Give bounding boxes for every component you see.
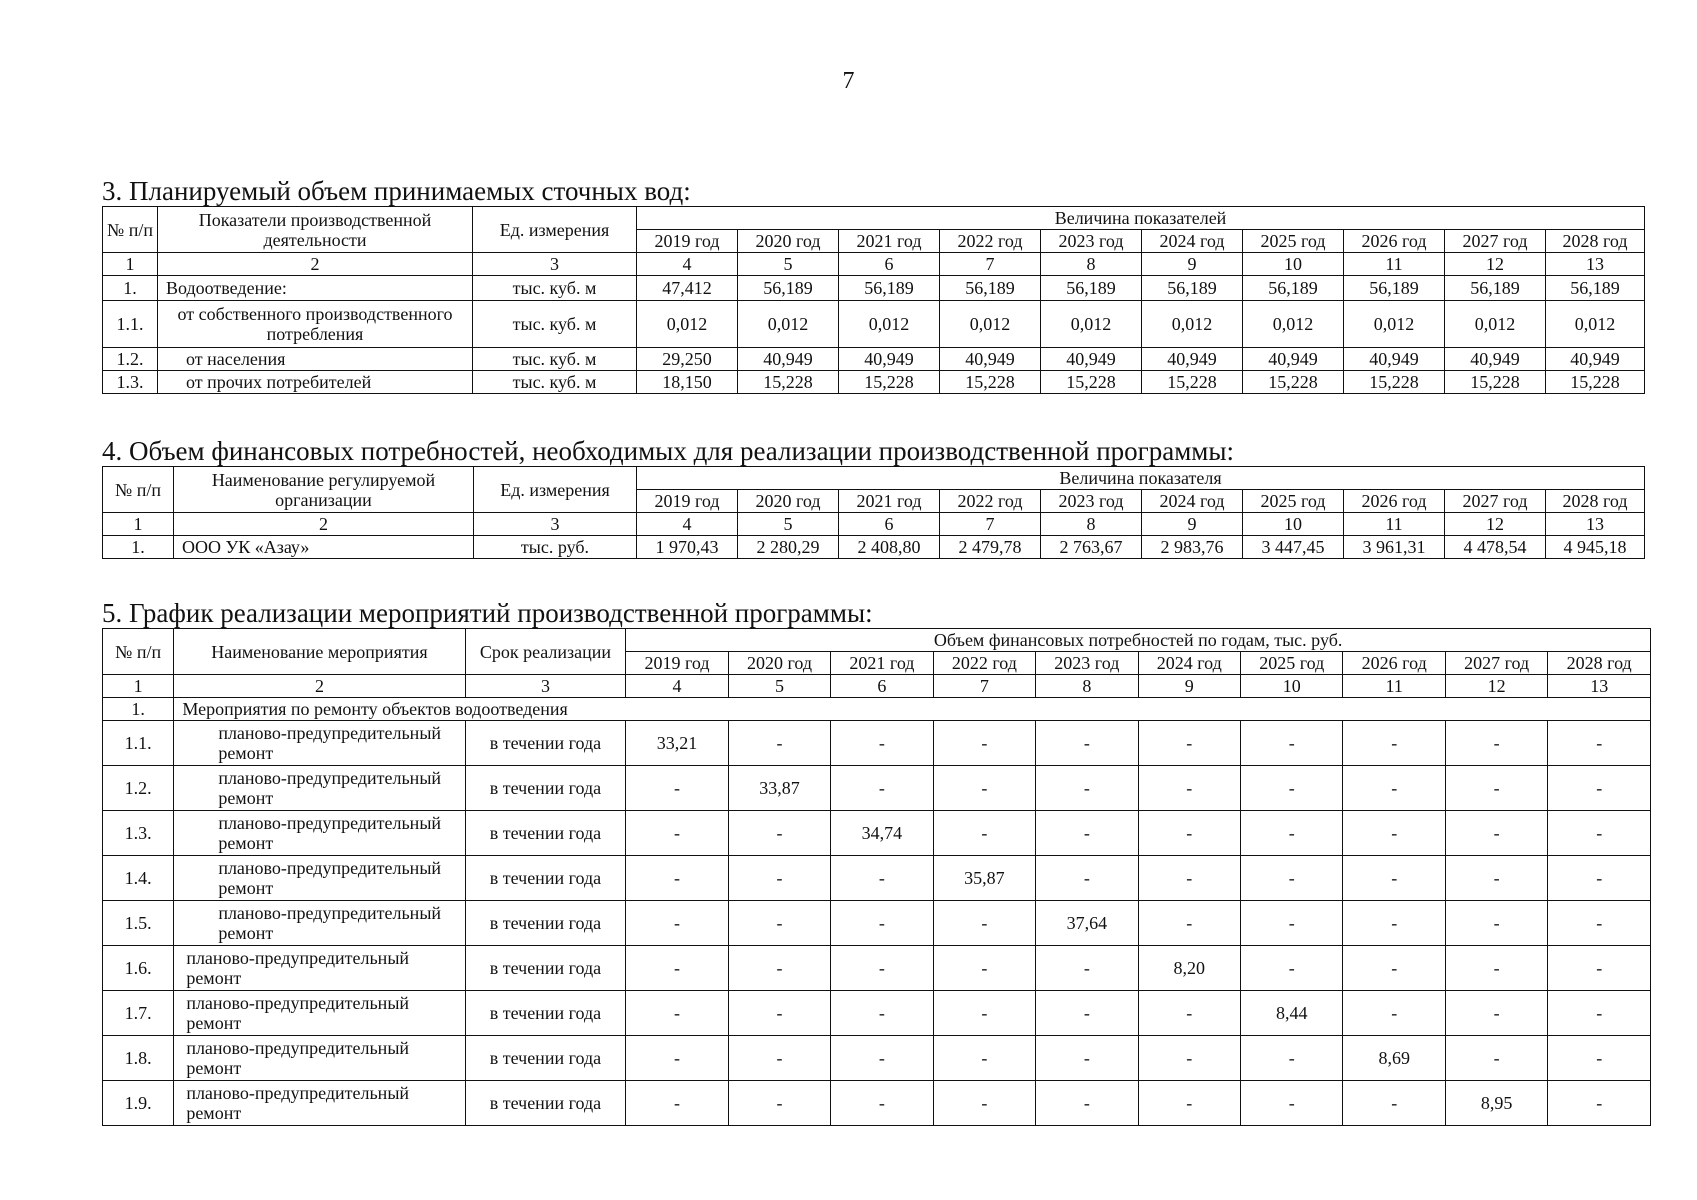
- row-value: 40,949: [940, 348, 1041, 371]
- col-number: 7: [933, 675, 1035, 698]
- row-value: 0,012: [940, 301, 1041, 348]
- row-value: 15,228: [1041, 371, 1142, 394]
- year-header: 2025 год: [1241, 652, 1343, 675]
- row-value: -: [1241, 721, 1343, 766]
- row-value: 8,69: [1343, 1036, 1445, 1081]
- row-value: 15,228: [1344, 371, 1445, 394]
- row-value: -: [1036, 856, 1138, 901]
- table-row: [103, 1036, 1651, 1081]
- col-number: 11: [1343, 675, 1445, 698]
- row-value: 40,949: [1142, 348, 1243, 371]
- row-value: -: [1445, 811, 1547, 856]
- row-value: -: [831, 901, 933, 946]
- table-row: [103, 721, 1651, 766]
- row-value: 33,21: [626, 721, 728, 766]
- row-value: 8,95: [1445, 1081, 1547, 1126]
- row-value: -: [626, 946, 728, 991]
- year-header: 2021 год: [831, 652, 933, 675]
- row-value: -: [626, 811, 728, 856]
- year-header: 2025 год: [1243, 490, 1344, 513]
- col-number: 8: [1036, 675, 1138, 698]
- row-value: -: [1343, 1081, 1445, 1126]
- header-group: Величина показателя: [637, 467, 1645, 490]
- col-number: 1: [103, 675, 174, 698]
- row-term: в течении года: [465, 766, 626, 811]
- header-group: Величина показателей: [637, 207, 1645, 230]
- row-value: -: [728, 811, 830, 856]
- row-value: -: [1036, 1081, 1138, 1126]
- row-value: -: [1343, 811, 1445, 856]
- row-value: -: [1343, 991, 1445, 1036]
- col-number: 2: [174, 513, 474, 536]
- row-value: -: [626, 766, 728, 811]
- row-value: 15,228: [940, 371, 1041, 394]
- row-value: 0,012: [1142, 301, 1243, 348]
- row-value: -: [933, 901, 1035, 946]
- group-row: [103, 698, 1651, 721]
- column-numbers-row: [103, 513, 1645, 536]
- row-unit: тыс. куб. м: [473, 348, 637, 371]
- row-value: 0,012: [1445, 301, 1546, 348]
- row-value: 56,189: [1243, 276, 1344, 301]
- row-term: в течении года: [465, 1036, 626, 1081]
- year-header: 2027 год: [1445, 652, 1547, 675]
- table-row: [103, 348, 1645, 371]
- row-name: планово-предупредительный ремонт: [174, 991, 465, 1036]
- col-number: 13: [1546, 513, 1645, 536]
- row-value: -: [933, 766, 1035, 811]
- row-num: 1.9.: [103, 1081, 174, 1126]
- row-term: в течении года: [465, 901, 626, 946]
- table-row: [103, 766, 1651, 811]
- row-value: -: [1241, 811, 1343, 856]
- row-value: -: [1241, 946, 1343, 991]
- row-value: 0,012: [839, 301, 940, 348]
- row-term: в течении года: [465, 991, 626, 1036]
- row-value: -: [1241, 766, 1343, 811]
- row-name: планово-предупредительный ремонт: [174, 766, 465, 811]
- row-value: -: [831, 721, 933, 766]
- row-value: 56,189: [839, 276, 940, 301]
- row-name: от прочих потребителей: [158, 371, 473, 394]
- col-number: 12: [1445, 253, 1546, 276]
- col-number: 7: [940, 513, 1041, 536]
- row-value: 4 945,18: [1546, 536, 1645, 559]
- row-value: -: [1138, 901, 1240, 946]
- row-value: -: [1445, 991, 1547, 1036]
- row-num: 1.2.: [103, 766, 174, 811]
- year-header: 2024 год: [1142, 230, 1243, 253]
- row-value: -: [1138, 766, 1240, 811]
- row-value: 40,949: [1041, 348, 1142, 371]
- row-term: в течении года: [465, 721, 626, 766]
- row-name: Водоотведение:: [158, 276, 473, 301]
- year-header: 2027 год: [1445, 230, 1546, 253]
- row-value: 40,949: [1445, 348, 1546, 371]
- header-indicator: Показатели производственной деятельности: [158, 207, 473, 253]
- table-row: [103, 991, 1651, 1036]
- header-num: № п/п: [103, 467, 174, 513]
- table-row: [103, 276, 1645, 301]
- year-header: 2028 год: [1546, 230, 1645, 253]
- header-term: Срок реализации: [465, 629, 626, 675]
- row-value: 34,74: [831, 811, 933, 856]
- row-value: -: [1548, 1036, 1651, 1081]
- year-header: 2028 год: [1548, 652, 1651, 675]
- row-value: -: [1138, 856, 1240, 901]
- row-value: 0,012: [1041, 301, 1142, 348]
- year-header: 2021 год: [839, 230, 940, 253]
- col-number: 12: [1445, 675, 1547, 698]
- header-num: № п/п: [103, 629, 174, 675]
- year-header: 2023 год: [1041, 230, 1142, 253]
- row-value: -: [1548, 1081, 1651, 1126]
- header-unit: Ед. измерения: [474, 467, 637, 513]
- table-row: [103, 301, 1645, 348]
- col-number: 1: [103, 513, 174, 536]
- row-value: 2 763,67: [1041, 536, 1142, 559]
- row-value: -: [933, 991, 1035, 1036]
- col-number: 11: [1344, 253, 1445, 276]
- year-header: 2019 год: [626, 652, 728, 675]
- row-value: -: [1036, 811, 1138, 856]
- financial-needs-table: [102, 466, 1645, 559]
- row-value: 2 983,76: [1142, 536, 1243, 559]
- row-name: планово-предупредительный ремонт: [174, 721, 465, 766]
- header-num: № п/п: [103, 207, 158, 253]
- page-number: 7: [842, 68, 855, 94]
- row-value: 40,949: [1344, 348, 1445, 371]
- column-numbers-row: [103, 253, 1645, 276]
- row-value: 15,228: [738, 371, 839, 394]
- row-value: -: [933, 1081, 1035, 1126]
- row-value: -: [1548, 766, 1651, 811]
- col-number: 11: [1344, 513, 1445, 536]
- row-value: -: [728, 1081, 830, 1126]
- header-name: Наименование мероприятия: [174, 629, 465, 675]
- year-header: 2022 год: [940, 230, 1041, 253]
- row-value: -: [1445, 856, 1547, 901]
- year-header: 2024 год: [1138, 652, 1240, 675]
- row-num: 1.6.: [103, 946, 174, 991]
- row-value: -: [1343, 766, 1445, 811]
- row-value: 0,012: [1546, 301, 1645, 348]
- row-value: -: [933, 946, 1035, 991]
- row-value: -: [728, 856, 830, 901]
- year-header: 2027 год: [1445, 490, 1546, 513]
- col-number: 2: [158, 253, 473, 276]
- row-value: -: [831, 1081, 933, 1126]
- row-value: -: [1548, 856, 1651, 901]
- row-value: 40,949: [1546, 348, 1645, 371]
- row-value: -: [1036, 946, 1138, 991]
- row-value: -: [626, 1081, 728, 1126]
- table-row: [103, 1081, 1651, 1126]
- row-name: планово-предупредительный ремонт: [174, 901, 465, 946]
- row-value: -: [831, 1036, 933, 1081]
- row-term: в течении года: [465, 856, 626, 901]
- row-num: 1.: [103, 698, 174, 721]
- row-value: -: [1036, 991, 1138, 1036]
- year-header: 2020 год: [728, 652, 830, 675]
- row-value: 47,412: [637, 276, 738, 301]
- table-row: [103, 536, 1645, 559]
- row-value: 40,949: [738, 348, 839, 371]
- row-value: 56,189: [738, 276, 839, 301]
- year-header: 2020 год: [738, 490, 839, 513]
- col-number: 5: [738, 253, 839, 276]
- row-name: планово-предупредительный ремонт: [174, 946, 465, 991]
- col-number: 4: [637, 513, 738, 536]
- row-value: 56,189: [1041, 276, 1142, 301]
- row-num: 1.8.: [103, 1036, 174, 1081]
- row-value: 40,949: [839, 348, 940, 371]
- year-header: 2024 год: [1142, 490, 1243, 513]
- col-number: 4: [626, 675, 728, 698]
- row-value: -: [728, 991, 830, 1036]
- row-value: -: [1138, 811, 1240, 856]
- row-value: 0,012: [637, 301, 738, 348]
- row-value: -: [1138, 1081, 1240, 1126]
- schedule-table: [102, 628, 1651, 1126]
- section-title: 4. Объем финансовых потребностей, необходимых для реализации производственной программы:: [102, 436, 1235, 466]
- row-value: 3 447,45: [1243, 536, 1344, 559]
- year-header: 2026 год: [1344, 230, 1445, 253]
- section-title: 3. Планируемый объем принимаемых сточных вод:: [102, 176, 691, 206]
- col-number: 13: [1546, 253, 1645, 276]
- col-number: 9: [1142, 253, 1243, 276]
- row-name: планово-предупредительный ремонт: [174, 811, 465, 856]
- header-group: Объем финансовых потребностей по годам, тыс. руб.: [626, 629, 1651, 652]
- row-num: 1.1.: [103, 301, 158, 348]
- row-num: 1.: [103, 536, 174, 559]
- table-row: [103, 856, 1651, 901]
- row-value: -: [831, 946, 933, 991]
- year-header: 2020 год: [738, 230, 839, 253]
- row-unit: тыс. руб.: [474, 536, 637, 559]
- row-value: -: [1138, 721, 1240, 766]
- row-value: -: [933, 1036, 1035, 1081]
- row-value: 0,012: [1243, 301, 1344, 348]
- wastewater-volume-table: [102, 206, 1645, 394]
- col-number: 5: [738, 513, 839, 536]
- year-header: 2022 год: [940, 490, 1041, 513]
- row-num: 1.7.: [103, 991, 174, 1036]
- section-schedule: [102, 598, 1651, 1126]
- row-value: 35,87: [933, 856, 1035, 901]
- row-value: -: [1036, 766, 1138, 811]
- schedule-rows: [103, 721, 1651, 1126]
- row-value: -: [728, 946, 830, 991]
- row-num: 1.1.: [103, 721, 174, 766]
- col-number: 10: [1243, 253, 1344, 276]
- table-row: [103, 901, 1651, 946]
- row-value: 40,949: [1243, 348, 1344, 371]
- year-header: 2025 год: [1243, 230, 1344, 253]
- row-value: -: [728, 721, 830, 766]
- col-number: 3: [465, 675, 626, 698]
- row-value: -: [1138, 1036, 1240, 1081]
- row-value: -: [1343, 856, 1445, 901]
- row-num: 1.3.: [103, 371, 158, 394]
- row-value: -: [1445, 1036, 1547, 1081]
- row-value: 8,44: [1241, 991, 1343, 1036]
- row-value: 15,228: [839, 371, 940, 394]
- row-value: 1 970,43: [637, 536, 738, 559]
- row-name: планово-предупредительный ремонт: [174, 1081, 465, 1126]
- row-num: 1.4.: [103, 856, 174, 901]
- row-value: 0,012: [1344, 301, 1445, 348]
- row-unit: тыс. куб. м: [473, 276, 637, 301]
- row-name: планово-предупредительный ремонт: [174, 856, 465, 901]
- row-name: планово-предупредительный ремонт: [174, 1036, 465, 1081]
- header-org: Наименование регулируемой организации: [174, 467, 474, 513]
- year-header: 2019 год: [637, 230, 738, 253]
- row-value: 4 478,54: [1445, 536, 1546, 559]
- col-number: 10: [1241, 675, 1343, 698]
- row-value: -: [831, 766, 933, 811]
- row-value: 2 280,29: [738, 536, 839, 559]
- row-value: -: [1241, 901, 1343, 946]
- row-value: 18,150: [637, 371, 738, 394]
- col-number: 1: [103, 253, 158, 276]
- row-name: от населения: [158, 348, 473, 371]
- row-value: -: [1241, 1036, 1343, 1081]
- row-value: -: [933, 811, 1035, 856]
- row-value: -: [1548, 946, 1651, 991]
- year-header: 2026 год: [1343, 652, 1445, 675]
- row-value: -: [1036, 721, 1138, 766]
- row-value: 33,87: [728, 766, 830, 811]
- row-value: 2 479,78: [940, 536, 1041, 559]
- year-header: 2023 год: [1041, 490, 1142, 513]
- row-value: -: [1036, 1036, 1138, 1081]
- section-financial-needs: [102, 436, 1645, 559]
- row-value: -: [1343, 721, 1445, 766]
- row-value: -: [626, 856, 728, 901]
- year-header: 2026 год: [1344, 490, 1445, 513]
- col-number: 3: [473, 253, 637, 276]
- row-num: 1.3.: [103, 811, 174, 856]
- row-num: 1.: [103, 276, 158, 301]
- year-header: 2019 год: [637, 490, 738, 513]
- row-unit: тыс. куб. м: [473, 301, 637, 348]
- col-number: 10: [1243, 513, 1344, 536]
- row-value: -: [933, 721, 1035, 766]
- row-term: в течении года: [465, 811, 626, 856]
- year-header: 2022 год: [933, 652, 1035, 675]
- row-value: -: [1138, 991, 1240, 1036]
- row-value: 29,250: [637, 348, 738, 371]
- col-number: 9: [1138, 675, 1240, 698]
- row-value: -: [1343, 901, 1445, 946]
- row-value: -: [1343, 946, 1445, 991]
- row-value: 56,189: [1142, 276, 1243, 301]
- row-value: -: [626, 901, 728, 946]
- col-number: 8: [1041, 253, 1142, 276]
- col-number: 3: [474, 513, 637, 536]
- row-value: 15,228: [1243, 371, 1344, 394]
- row-name: от собственного производственного потребления: [158, 301, 473, 348]
- row-value: -: [1548, 811, 1651, 856]
- section-title: 5. График реализации мероприятий производственной программы:: [102, 598, 873, 628]
- row-value: -: [1548, 721, 1651, 766]
- row-value: 15,228: [1546, 371, 1645, 394]
- row-value: -: [1445, 946, 1547, 991]
- col-number: 5: [728, 675, 830, 698]
- column-numbers-row: [103, 675, 1651, 698]
- row-value: 2 408,80: [839, 536, 940, 559]
- col-number: 7: [940, 253, 1041, 276]
- row-value: -: [1548, 991, 1651, 1036]
- row-value: -: [1241, 856, 1343, 901]
- row-value: 15,228: [1445, 371, 1546, 394]
- header-unit: Ед. измерения: [473, 207, 637, 253]
- row-value: 56,189: [940, 276, 1041, 301]
- table-row: [103, 811, 1651, 856]
- col-number: 12: [1445, 513, 1546, 536]
- row-num: 1.2.: [103, 348, 158, 371]
- row-value: -: [1445, 766, 1547, 811]
- col-number: 6: [839, 513, 940, 536]
- col-number: 6: [839, 253, 940, 276]
- row-value: -: [1445, 901, 1547, 946]
- row-value: -: [831, 856, 933, 901]
- col-number: 6: [831, 675, 933, 698]
- row-value: -: [626, 991, 728, 1036]
- col-number: 2: [174, 675, 465, 698]
- row-value: -: [1445, 721, 1547, 766]
- section-wastewater-volume: [102, 176, 1645, 394]
- row-value: 56,189: [1344, 276, 1445, 301]
- row-value: 3 961,31: [1344, 536, 1445, 559]
- table-row: [103, 946, 1651, 991]
- year-header: 2023 год: [1036, 652, 1138, 675]
- year-header: 2028 год: [1546, 490, 1645, 513]
- row-name: ООО УК «Азау»: [174, 536, 474, 559]
- year-header: 2021 год: [839, 490, 940, 513]
- row-value: 15,228: [1142, 371, 1243, 394]
- row-term: в течении года: [465, 946, 626, 991]
- row-value: -: [831, 991, 933, 1036]
- table-row: [103, 371, 1645, 394]
- row-value: -: [1241, 1081, 1343, 1126]
- col-number: 9: [1142, 513, 1243, 536]
- col-number: 8: [1041, 513, 1142, 536]
- row-value: 8,20: [1138, 946, 1240, 991]
- col-number: 13: [1548, 675, 1651, 698]
- row-value: 56,189: [1546, 276, 1645, 301]
- row-value: -: [728, 901, 830, 946]
- row-value: 56,189: [1445, 276, 1546, 301]
- col-number: 4: [637, 253, 738, 276]
- group-row-name: Мероприятия по ремонту объектов водоотведения: [174, 698, 1651, 721]
- row-num: 1.5.: [103, 901, 174, 946]
- row-value: -: [626, 1036, 728, 1081]
- row-value: -: [728, 1036, 830, 1081]
- row-term: в течении года: [465, 1081, 626, 1126]
- row-value: 37,64: [1036, 901, 1138, 946]
- row-unit: тыс. куб. м: [473, 371, 637, 394]
- row-value: -: [1548, 901, 1651, 946]
- row-value: 0,012: [738, 301, 839, 348]
